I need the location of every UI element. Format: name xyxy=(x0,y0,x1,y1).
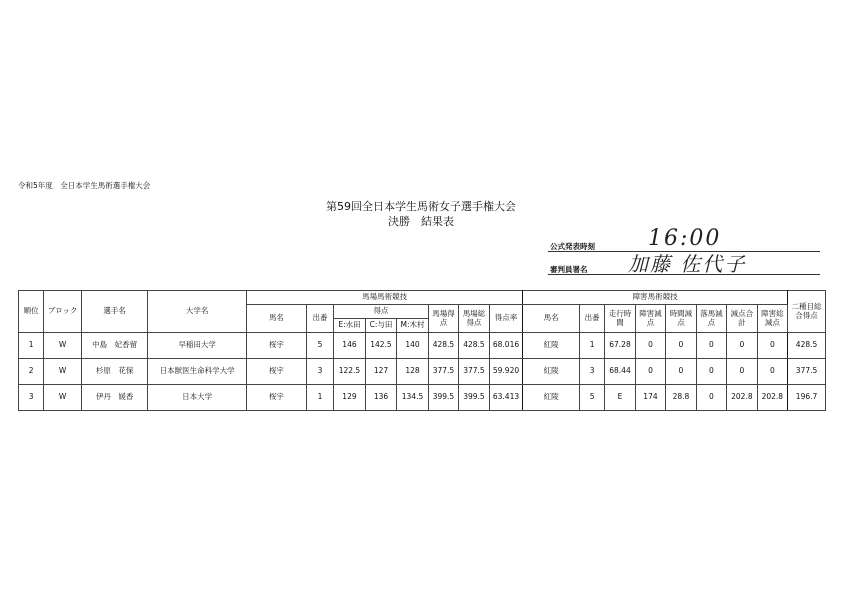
time-penalty-cell: 0 xyxy=(666,359,696,385)
dressage-score-cell: 428.5 xyxy=(428,333,458,359)
fall-penalty-cell: 0 xyxy=(696,333,726,359)
block-header: ブロック xyxy=(44,291,82,333)
combined-header: 二種目総合得点 xyxy=(788,291,826,333)
university-cell: 日本獣医生命科学大学 xyxy=(148,359,247,385)
order2-cell: 3 xyxy=(580,359,605,385)
results-table xyxy=(18,290,826,411)
jumping-group-header: 障害馬術競技 xyxy=(523,291,788,305)
dressage-group-header: 馬場馬術競技 xyxy=(247,291,523,305)
combined-cell: 377.5 xyxy=(788,359,826,385)
announce-label: 公式発表時刻 xyxy=(550,242,595,251)
judge-label: 審判員署名 xyxy=(550,265,588,274)
judge-signature-handwritten: 加藤 佐代子 xyxy=(628,252,747,276)
fall-penalty-header: 落馬減点 xyxy=(696,305,726,333)
jumping-total-cell: 202.8 xyxy=(757,385,787,411)
score-rate-cell: 63.413 xyxy=(489,385,523,411)
time-penalty-cell: 28.8 xyxy=(666,385,696,411)
page-subtitle: 決勝 結果表 xyxy=(388,215,454,228)
dressage-total-cell: 399.5 xyxy=(459,385,489,411)
page-title: 第59回全日本学生馬術女子選手権大会 xyxy=(326,200,516,213)
block-cell: W xyxy=(44,359,82,385)
rider-cell: 伊丹 媛香 xyxy=(82,385,148,411)
combined-cell: 196.7 xyxy=(788,385,826,411)
penalty-total-cell: 0 xyxy=(727,359,757,385)
block-cell: W xyxy=(44,333,82,359)
horse-cell: 桜宇 xyxy=(247,333,307,359)
table-row xyxy=(19,333,826,359)
judge-m-header: M:木村 xyxy=(397,319,429,333)
penalty-total-header: 減点合計 xyxy=(727,305,757,333)
combined-cell: 428.5 xyxy=(788,333,826,359)
order-cell: 5 xyxy=(306,333,333,359)
obstacle-penalty-cell: 0 xyxy=(635,333,665,359)
score-group-header: 得点 xyxy=(334,305,429,319)
obstacle-penalty-cell: 174 xyxy=(635,385,665,411)
era-line: 令和5年度 全日本学生馬術選手権大会 xyxy=(18,181,151,190)
table-row xyxy=(19,385,826,411)
rank-cell: 1 xyxy=(19,333,44,359)
judge-c-header: C:与田 xyxy=(365,319,397,333)
order2-header: 出番 xyxy=(580,305,605,333)
rank-header: 順位 xyxy=(19,291,44,333)
fall-penalty-cell: 0 xyxy=(696,385,726,411)
university-cell: 日本大学 xyxy=(148,385,247,411)
dressage-score-header: 馬場得点 xyxy=(428,305,458,333)
horse2-cell: 紅陵 xyxy=(523,333,580,359)
jumping-total-header: 障害総減点 xyxy=(757,305,787,333)
horse-header: 馬名 xyxy=(247,305,307,333)
order2-cell: 1 xyxy=(580,333,605,359)
announce-time-handwritten: 16:00 xyxy=(648,226,722,251)
order-cell: 1 xyxy=(306,385,333,411)
dressage-total-cell: 377.5 xyxy=(459,359,489,385)
order2-cell: 5 xyxy=(580,385,605,411)
fall-penalty-cell: 0 xyxy=(696,359,726,385)
score-rate-header: 得点率 xyxy=(489,305,523,333)
university-cell: 早稲田大学 xyxy=(148,333,247,359)
rank-cell: 3 xyxy=(19,385,44,411)
rank-cell: 2 xyxy=(19,359,44,385)
block-cell: W xyxy=(44,385,82,411)
time-penalty-cell: 0 xyxy=(666,333,696,359)
judge-m-cell: 128 xyxy=(397,359,429,385)
run-time-cell: 67.28 xyxy=(605,333,635,359)
judge-c-cell: 136 xyxy=(365,385,397,411)
horse2-header: 馬名 xyxy=(523,305,580,333)
dressage-total-cell: 428.5 xyxy=(459,333,489,359)
judge-c-cell: 142.5 xyxy=(365,333,397,359)
penalty-total-cell: 202.8 xyxy=(727,385,757,411)
dressage-score-cell: 399.5 xyxy=(428,385,458,411)
horse-cell: 桜宇 xyxy=(247,385,307,411)
university-header: 大学名 xyxy=(148,291,247,333)
time-penalty-header: 時間減点 xyxy=(666,305,696,333)
dressage-score-cell: 377.5 xyxy=(428,359,458,385)
obstacle-penalty-header: 障害減点 xyxy=(635,305,665,333)
order-cell: 3 xyxy=(306,359,333,385)
run-time-cell: E xyxy=(605,385,635,411)
obstacle-penalty-cell: 0 xyxy=(635,359,665,385)
score-rate-cell: 68.016 xyxy=(489,333,523,359)
judge-e-cell: 122.5 xyxy=(334,359,366,385)
dressage-total-header: 馬場総得点 xyxy=(459,305,489,333)
horse2-cell: 紅陵 xyxy=(523,359,580,385)
jumping-total-cell: 0 xyxy=(757,359,787,385)
judge-e-cell: 129 xyxy=(334,385,366,411)
horse2-cell: 紅陵 xyxy=(523,385,580,411)
judge-c-cell: 127 xyxy=(365,359,397,385)
table-row xyxy=(19,359,826,385)
rider-cell: 中島 妃香留 xyxy=(82,333,148,359)
horse-cell: 桜宇 xyxy=(247,359,307,385)
rider-header: 選手名 xyxy=(82,291,148,333)
judge-e-cell: 146 xyxy=(334,333,366,359)
score-rate-cell: 59.920 xyxy=(489,359,523,385)
judge-m-cell: 140 xyxy=(397,333,429,359)
run-time-header: 走行時間 xyxy=(605,305,635,333)
penalty-total-cell: 0 xyxy=(727,333,757,359)
order-header: 出番 xyxy=(306,305,333,333)
jumping-total-cell: 0 xyxy=(757,333,787,359)
rider-cell: 杉原 花保 xyxy=(82,359,148,385)
judge-m-cell: 134.5 xyxy=(397,385,429,411)
judge-e-header: E:水田 xyxy=(334,319,366,333)
run-time-cell: 68.44 xyxy=(605,359,635,385)
